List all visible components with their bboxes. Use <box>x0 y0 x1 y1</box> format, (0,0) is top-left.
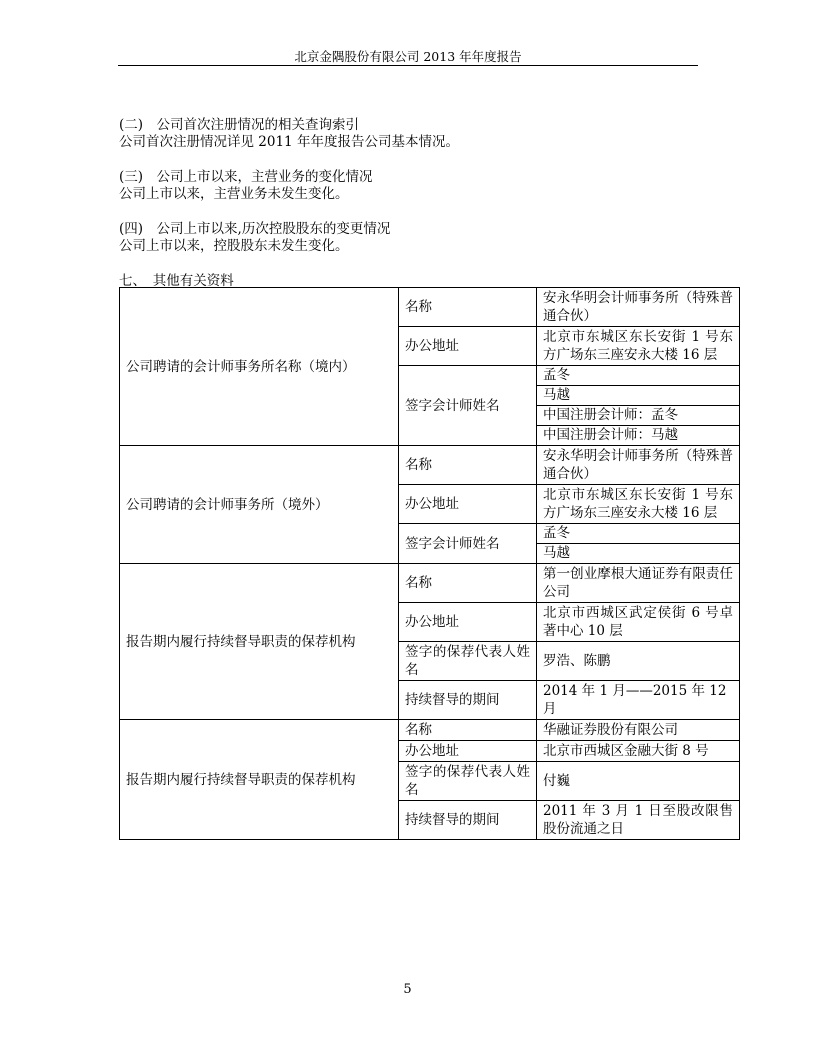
signer-name: 孟冬 <box>537 524 739 544</box>
section-3-body: 公司上市以来，主营业务未发生变化。 <box>119 186 349 202</box>
label-cell: 名称 <box>399 446 537 485</box>
value-cell: 安永华明会计师事务所（特殊普通合伙） <box>537 446 740 485</box>
signer-name: 孟冬 <box>537 366 739 386</box>
label-cell: 办公地址 <box>399 603 537 642</box>
value-cell: 华融证券股份有限公司 <box>537 720 740 741</box>
category-cell: 报告期内履行持续督导职责的保荐机构 <box>120 720 399 840</box>
label-cell: 持续督导的期间 <box>399 801 537 840</box>
value-cell: 北京市东城区东长安街 1 号东方广场东三座安永大楼 16 层 <box>537 327 740 366</box>
value-cell: 北京市东城区东长安街 1 号东方广场东三座安永大楼 16 层 <box>537 485 740 524</box>
table-row <box>120 720 740 741</box>
label-cell: 签字的保荐代表人姓名 <box>399 642 537 681</box>
value-cell: 付巍 <box>537 762 740 801</box>
table-row <box>120 446 740 485</box>
other-info-table <box>119 287 740 840</box>
page-header: 北京金隅股份有限公司 2013 年年度报告 <box>294 49 522 64</box>
label-cell: 签字的保荐代表人姓名 <box>399 762 537 801</box>
value-cell: 北京市西城区武定侯街 6 号卓著中心 10 层 <box>537 603 740 642</box>
label-cell: 名称 <box>399 288 537 327</box>
label-cell: 名称 <box>399 720 537 741</box>
section-4-title: (四) 公司上市以来,历次控股股东的变更情况 <box>119 221 391 237</box>
label-cell: 办公地址 <box>399 741 537 762</box>
signer-name: 中国注册会计师：孟冬 <box>537 406 739 426</box>
value-cell: 安永华明会计师事务所（特殊普通合伙） <box>537 288 740 327</box>
label-cell: 持续督导的期间 <box>399 681 537 720</box>
label-cell: 签字会计师姓名 <box>399 524 537 564</box>
category-cell: 报告期内履行持续督导职责的保荐机构 <box>120 564 399 720</box>
label-cell: 签字会计师姓名 <box>399 366 537 446</box>
signer-name: 马越 <box>537 386 739 406</box>
section-4-body: 公司上市以来，控股股东未发生变化。 <box>119 238 349 254</box>
table-row <box>120 564 740 603</box>
value-cell: 2014 年 1 月——2015 年 12 月 <box>537 681 740 720</box>
category-cell: 公司聘请的会计师事务所名称（境内） <box>120 288 399 446</box>
value-cell: 北京市西城区金融大街 8 号 <box>537 741 740 762</box>
section-2-title: (二) 公司首次注册情况的相关查询索引 <box>119 117 360 133</box>
page-number: 5 <box>403 982 412 997</box>
section-3-title: (三) 公司上市以来，主营业务的变化情况 <box>119 169 373 185</box>
signer-name: 中国注册会计师：马越 <box>543 427 678 443</box>
label-cell: 名称 <box>399 564 537 603</box>
value-cell: 罗浩、陈鹏 <box>537 642 740 681</box>
section-2-body: 公司首次注册情况详见 2011 年年度报告公司基本情况。 <box>119 134 459 150</box>
value-cell: 第一创业摩根大通证券有限责任公司 <box>537 564 740 603</box>
header-rule <box>118 65 698 66</box>
signer-name: 马越 <box>543 545 570 561</box>
label-cell: 办公地址 <box>399 485 537 524</box>
value-cell <box>537 366 740 446</box>
value-cell: 2011 年 3 月 1 日至股改限售股份流通之日 <box>537 801 740 840</box>
value-cell <box>537 524 740 564</box>
label-cell: 办公地址 <box>399 327 537 366</box>
category-cell: 公司聘请的会计师事务所（境外） <box>120 446 399 564</box>
table-row <box>120 288 740 327</box>
section-7-title: 七、 其他有关资料 <box>119 273 234 289</box>
